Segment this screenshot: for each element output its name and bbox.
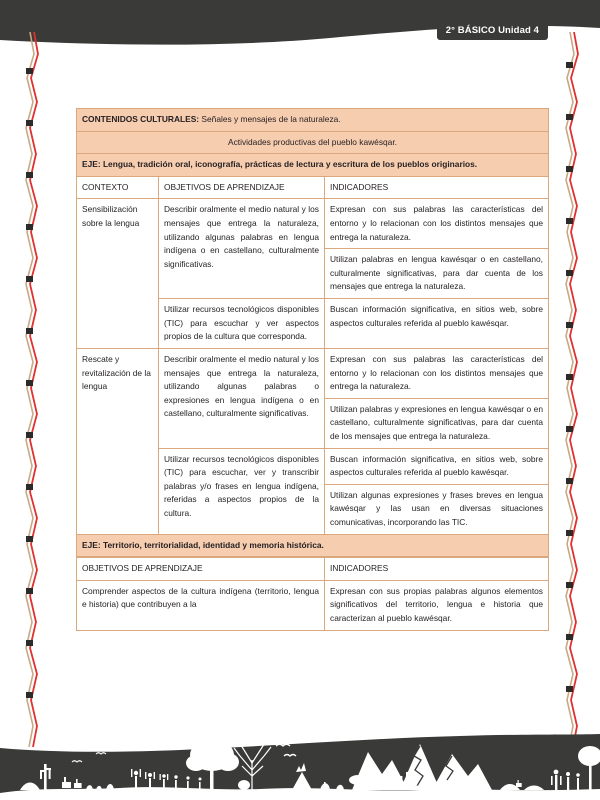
header-indicadores: INDICADORES	[325, 176, 549, 199]
bottom-landscape-illustration	[0, 730, 600, 800]
objetivo-4: Utilizar recursos tecnológicos disponibles (TIC) para escuchar, ver y transcribir palabras y/o frases en lengua indígena, referidas a aspectos propios de la cultura.	[159, 448, 325, 534]
unit-label-chip: 2° BÁSICO Unidad 4	[437, 22, 548, 40]
objetivo-2: Utilizar recursos tecnológicos disponibles (TIC) para escuchar y ver aspectos propios de la cultura que corresponda.	[159, 299, 325, 349]
table-row	[77, 580, 549, 630]
actividades-productivas-cell: Actividades productivas del pueblo kawésqar.	[77, 131, 549, 154]
objetivo-5: Comprender aspectos de la cultura indígena (territorio, lengua e historia) que contribuyen a la	[77, 580, 325, 630]
contexto-sensibilizacion: Sensibilización sobre la lengua	[77, 199, 159, 348]
indicador-2-1: Buscan información significativa, en sitios web, sobre aspectos culturales referida al pueblo kawésqar.	[325, 299, 549, 349]
header-contexto: CONTEXTO	[77, 176, 159, 199]
indicador-5: Expresan con sus propias palabras algunos elementos significativos del territorio, lengua e historia que caracterizan al pueblo kawésqar.	[325, 580, 549, 630]
contenidos-label: CONTENIDOS CULTURALES:	[82, 114, 200, 124]
eje-lengua-cell: EJE: Lengua, tradición oral, iconografía, prácticas de lectura y escritura de los pueblos originarios.	[77, 154, 549, 177]
eje-territorio-cell: EJE: Territorio, territorialidad, identidad y memoria histórica.	[77, 534, 549, 557]
header2-objetivos: OBJETIVOS DE APRENDIZAJE	[77, 558, 325, 581]
table-row	[77, 199, 549, 249]
header2-indicadores: INDICADORES	[325, 558, 549, 581]
left-decorative-border	[14, 32, 48, 747]
objetivo-3: Describir oralmente el medio natural y los mensajes que entrega la naturaleza, utilizando algunas palabras o expresiones en lengua indígena o en castellano, culturalmente significativas.	[159, 348, 325, 448]
objetivo-1: Describir oralmente el medio natural y los mensajes que entrega la naturaleza, utilizando algunas palabras en lengua indígena o en castellano, culturalmente significativas.	[159, 199, 325, 299]
indicador-1-1: Expresan con sus palabras las características del entorno y lo relacionan con los distintos mensajes que entrega la naturaleza.	[325, 199, 549, 249]
header-objetivos: OBJETIVOS DE APRENDIZAJE	[159, 176, 325, 199]
table-row-headers2	[77, 558, 549, 581]
indicador-3-2: Utilizan palabras y expresiones en lengua kawésqar o en castellano, culturalmente significativas, para dar cuenta de los mensajes que entrega la naturaleza.	[325, 398, 549, 448]
indicador-4-1: Buscan información significativa, en sitios web, sobre aspectos culturales referida al pueblo kawésqar.	[325, 448, 549, 484]
table-row-actividades	[77, 131, 549, 154]
contenidos-value: Señales y mensajes de la naturaleza.	[199, 114, 341, 124]
contexto-rescate: Rescate y revitalización de la lengua	[77, 348, 159, 534]
right-decorative-border	[556, 32, 590, 747]
table-row-eje2	[77, 534, 549, 557]
table-row-headers	[77, 176, 549, 199]
indicador-3-1: Expresan con sus palabras las características del entorno y lo relacionan con los distintos mensajes que entrega la naturaleza.	[325, 348, 549, 398]
contenidos-culturales-cell	[77, 109, 549, 132]
table-row	[77, 348, 549, 398]
indicador-4-2: Utilizan algunas expresiones y frases breves en lengua kawésqar y las usan en diversas situaciones comunicativas, incorporando las TIC.	[325, 484, 549, 534]
table-row-contenidos	[77, 109, 549, 132]
curriculum-table	[76, 108, 549, 557]
indicador-1-2: Utilizan palabras en lengua kawésqar o en castellano, culturalmente significativas, para dar cuenta de los mensajes que entrega la naturaleza.	[325, 249, 549, 299]
curriculum-table-section2	[76, 557, 549, 630]
table-row-eje1	[77, 154, 549, 177]
